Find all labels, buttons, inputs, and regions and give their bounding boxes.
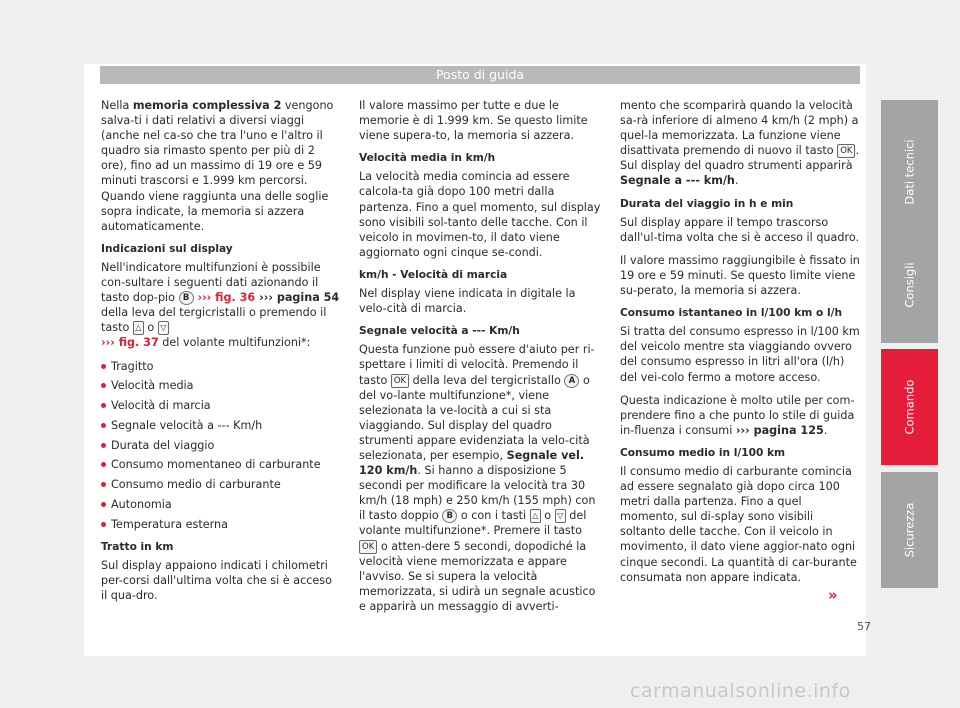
list-item: Consumo medio di carburante <box>101 477 341 492</box>
continue-arrow-icon: » <box>828 586 838 604</box>
tab-comando[interactable]: Comando <box>881 349 938 465</box>
paragraph-avviso: mento che scomparirà quando la velocità sa-rà inferiore di almeno 4 km/h (2 mph) a quel-la memorizzata. La funzione viene disattivata premendo di nuovo il tasto OK . Sul display del quadro strumenti apparirà Segnale a --- km/h. <box>620 99 860 188</box>
watermark: carmanualsonline.info <box>630 680 851 702</box>
fig-link[interactable]: ››› fig. 36 <box>193 291 256 305</box>
list-item: Tragitto <box>101 359 341 374</box>
heading-display: Indicazioni sul display <box>101 242 233 255</box>
paragraph-max: Il valore massimo per tutte e due le memorie è di 1.999 km. Se questo limite viene supera-to, la memoria si azzera. <box>359 99 588 143</box>
tab-sicurezza[interactable]: Sicurezza <box>881 472 938 588</box>
column-1 <box>101 98 341 611</box>
heading-marcia: km/h - Velocità di marcia <box>359 268 508 281</box>
page-header: Posto di guida <box>100 66 860 84</box>
page-link[interactable]: ››› pagina 125 <box>735 423 824 437</box>
ok-key-icon: OK <box>391 374 409 388</box>
heading-medio: Consumo medio in l/100 km <box>620 446 786 459</box>
paragraph-marcia: Nel display viene indicata in digitale la velo-cità di marcia. <box>359 287 576 316</box>
paragraph-segnale: Questa funzione può essere d'aiuto per ri-spettare i limiti di velocità. Premendo il tasto OK della leva del tergicristallo A o del vo-lante multifunzione*, viene selezionata la ve-locità a cui si sta viaggiando. Sul display del quadro strumenti appare evidenziata la velo-cità selezionata, per esempio, Segnale vel. 120 km/h. Si hanno a disposizione 5 secondi per modificare la velocità tra 30 km/h (18 mph) e 250 km/h (155 mph) con il tasto doppio B o con i tasti △ o ▽ del volante multifunzione*. Premere il tasto OK o atten-dere 5 secondi, dopodiché la velocità viene memorizzata e appare l'avviso. Se si supera la velocità memorizzata, si udirà un segnale acustico e apparirà un messaggio di avverti- <box>359 343 596 613</box>
list-item: Temperatura esterna <box>101 517 341 532</box>
paragraph-durata: Sul display appare il tempo trascorso dall'ul-tima volta che si è acceso il quadro. <box>620 215 860 244</box>
list-item: Velocità di marcia <box>101 398 341 413</box>
heading-segnale: Segnale velocità a --- Km/h <box>359 325 520 338</box>
heading-tratto: Tratto in km <box>101 540 174 553</box>
list-item: Consumo momentaneo di carburante <box>101 457 341 472</box>
paragraph-stile: Questa indicazione è molto utile per com-prendere fino a che punto lo stile di guida in-fluenza i consumi ››› pagina 125. <box>620 393 855 437</box>
list-item: Segnale velocità a --- Km/h <box>101 418 341 433</box>
list-item: Velocità media <box>101 378 341 393</box>
up-key-icon: △ <box>133 321 144 335</box>
badge-b: B <box>442 509 457 523</box>
column-3 <box>620 98 860 593</box>
heading-istantaneo: Consumo istantaneo in l/100 km o l/h <box>620 307 842 320</box>
paragraph-tratto: Sul display appaiono indicati i chilometri per-corsi dall'ultima volta che si è acceso il qua-dro. <box>101 558 332 603</box>
heading-media: Velocità media in km/h <box>359 152 496 165</box>
display-items-list <box>101 359 341 532</box>
paragraph-medio: Il consumo medio di carburante comincia ad essere segnalato già dopo circa 100 metri dalla partenza. Fino a quel momento, sul di-splay sono visibili soltanto delle tacche. Con il veicolo in movimento, il dato viene aggior-nato ogni cinque secondi. La quantità di car-burante consumata non appare indicata. <box>620 464 857 584</box>
fig-link[interactable]: ››› fig. 37 <box>101 336 159 350</box>
paragraph-media: La velocità media comincia ad essere calcola-ta già dopo 100 metri dalla partenza. Fino a quel momento, sul display sono visibili sol-tanto delle tacche. Con il veicolo in movimen-to, il dato viene aggiornato ogni cinque se-condi. <box>359 170 601 259</box>
column-2 <box>359 98 601 622</box>
badge-a: A <box>564 374 579 388</box>
ok-key-icon: OK <box>837 144 855 158</box>
down-key-icon: ▽ <box>158 321 169 335</box>
badge-b: B <box>179 291 194 305</box>
paragraph-istantaneo: Si tratta del consumo espresso in l/100 km del veicolo mentre sta viaggiando ovvero del consumo espresso in litri all'ora (l/h) del vei-colo fermo a motore acceso. <box>620 325 860 384</box>
tab-dati-tecnici[interactable]: Dati tecnici <box>881 100 938 243</box>
down-key-icon: ▽ <box>555 509 566 523</box>
paragraph-indicatore: Nell'indicatore multifunzioni è possibile con-sultare i seguenti dati azionando il tasto dop-pio B ››› fig. 36 ››› pagina 54 della leva del tergicristalli o premendo il tasto △ o ▽ ››› fig. 37 del volante multifunzioni*: <box>101 260 340 350</box>
ok-key-icon: OK <box>359 540 377 554</box>
up-key-icon: △ <box>530 509 541 523</box>
tab-consigli[interactable]: Consigli <box>881 226 938 343</box>
heading-durata: Durata del viaggio in h e min <box>620 197 794 210</box>
paragraph-durata-max: Il valore massimo raggiungibile è fissato in 19 ore e 59 minuti. Se questo limite viene su-perato, la memoria si azzera. <box>620 253 860 298</box>
page-number: 57 <box>857 620 871 633</box>
list-item: Durata del viaggio <box>101 438 341 453</box>
list-item: Autonomia <box>101 497 341 512</box>
page-link[interactable]: ››› pagina 54 <box>255 291 340 305</box>
paragraph-memoria: Nella memoria complessiva 2 vengono salva-ti i dati relativi a diversi viaggi (anche nel ca-so che tra l'uno e l'altro il quadro sia rimasto spento per più di 2 ore), fino ad un massimo di 19 ore e 59 minuti trascorsi e 1.999 km percorsi. Quando viene raggiunta una delle soglie sopra indicate, la memoria si azzera automaticamente. <box>101 99 334 233</box>
